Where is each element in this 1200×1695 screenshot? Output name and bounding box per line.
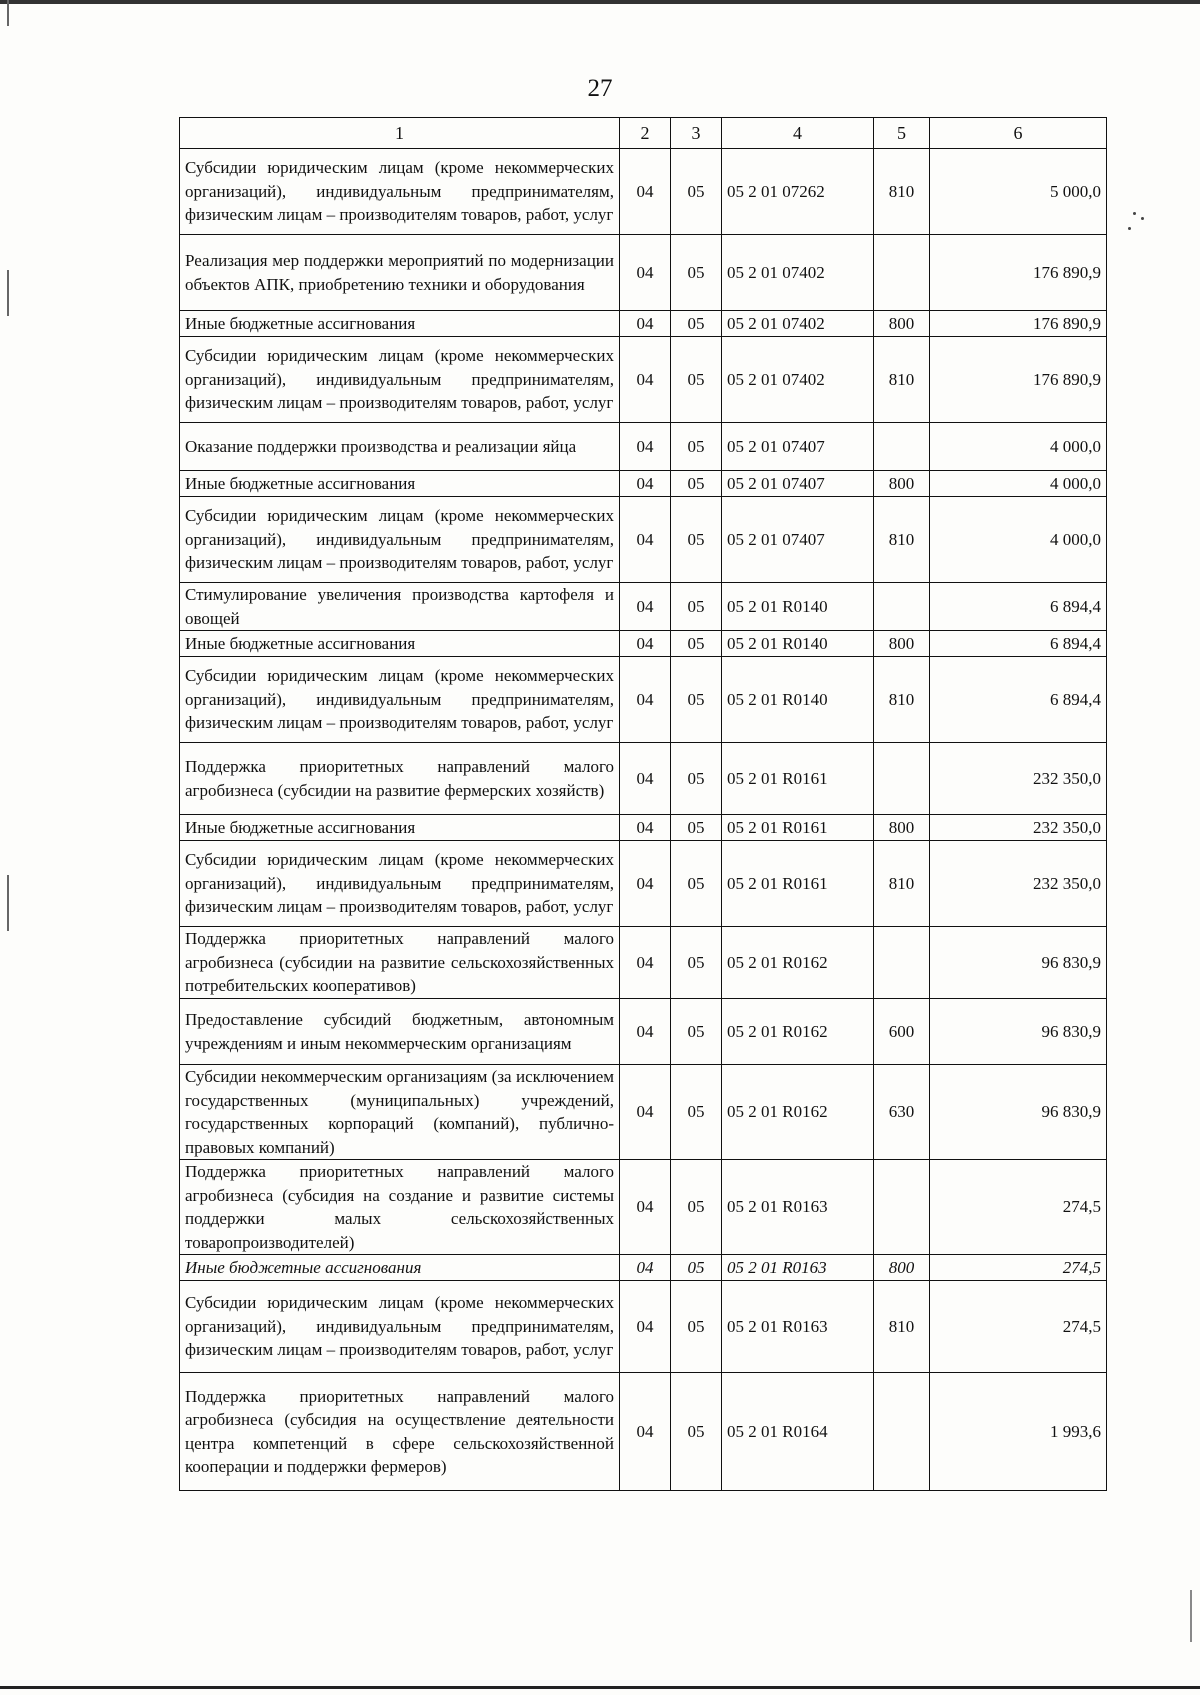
amount-value: 5 000,0 xyxy=(930,149,1107,235)
subsection-code: 05 xyxy=(671,1160,722,1255)
target-article-code: 05 2 01 R0162 xyxy=(722,999,874,1065)
section-code: 04 xyxy=(620,583,671,631)
subsection-code: 05 xyxy=(671,841,722,927)
top-border-line xyxy=(0,0,1200,4)
subsection-code: 05 xyxy=(671,337,722,423)
scan-mark xyxy=(7,875,9,931)
row-description: Оказание поддержки производства и реализации яйца xyxy=(180,423,620,471)
subsection-code: 05 xyxy=(671,471,722,497)
expense-type-code: 630 xyxy=(874,1065,930,1160)
subsection-code: 05 xyxy=(671,149,722,235)
table-row xyxy=(180,471,1107,497)
column-header-5: 5 xyxy=(874,118,930,149)
target-article-code: 05 2 01 07402 xyxy=(722,311,874,337)
section-code: 04 xyxy=(620,235,671,311)
target-article-code: 05 2 01 R0162 xyxy=(722,927,874,999)
expense-type-code xyxy=(874,927,930,999)
section-code: 04 xyxy=(620,631,671,657)
amount-value: 176 890,9 xyxy=(930,337,1107,423)
expense-type-code: 800 xyxy=(874,1255,930,1281)
amount-value: 4 000,0 xyxy=(930,471,1107,497)
table-row xyxy=(180,657,1107,743)
amount-value: 274,5 xyxy=(930,1255,1107,1281)
table-row xyxy=(180,999,1107,1065)
row-description: Субсидии некоммерческим организациям (за исключением государственных (муниципальных) учреждений, государственных корпораций (компаний), публично-правовых компаний) xyxy=(180,1065,620,1160)
table-row xyxy=(180,1281,1107,1373)
amount-value: 96 830,9 xyxy=(930,999,1107,1065)
amount-value: 232 350,0 xyxy=(930,841,1107,927)
target-article-code: 05 2 01 R0140 xyxy=(722,657,874,743)
section-code: 04 xyxy=(620,337,671,423)
row-description: Иные бюджетные ассигнования xyxy=(180,471,620,497)
section-code: 04 xyxy=(620,999,671,1065)
section-code: 04 xyxy=(620,841,671,927)
amount-value: 6 894,4 xyxy=(930,657,1107,743)
bottom-border-line xyxy=(0,1686,1200,1689)
target-article-code: 05 2 01 R0163 xyxy=(722,1281,874,1373)
subsection-code: 05 xyxy=(671,927,722,999)
expense-type-code xyxy=(874,1373,930,1491)
subsection-code: 05 xyxy=(671,631,722,657)
row-description: Поддержка приоритетных направлений малого агробизнеса (субсидии на развитие сельскохозяйственных потребительских кооперативов) xyxy=(180,927,620,999)
column-header-1: 1 xyxy=(180,118,620,149)
column-header-6: 6 xyxy=(930,118,1107,149)
expense-type-code: 600 xyxy=(874,999,930,1065)
amount-value: 96 830,9 xyxy=(930,927,1107,999)
target-article-code: 05 2 01 R0162 xyxy=(722,1065,874,1160)
table-row xyxy=(180,927,1107,999)
row-description: Иные бюджетные ассигнования xyxy=(180,631,620,657)
row-description: Стимулирование увеличения производства картофеля и овощей xyxy=(180,583,620,631)
page-number: 27 xyxy=(587,75,613,102)
row-description: Поддержка приоритетных направлений малого агробизнеса (субсидия на создание и развитие системы поддержки малых сельскохозяйственных товаропроизводителей) xyxy=(180,1160,620,1255)
column-header-3: 3 xyxy=(671,118,722,149)
section-code: 04 xyxy=(620,423,671,471)
section-code: 04 xyxy=(620,657,671,743)
scan-speck xyxy=(1133,212,1136,215)
section-code: 04 xyxy=(620,149,671,235)
expense-type-code: 800 xyxy=(874,631,930,657)
expense-type-code: 800 xyxy=(874,311,930,337)
section-code: 04 xyxy=(620,1281,671,1373)
table-row xyxy=(180,337,1107,423)
table-row xyxy=(180,1373,1107,1491)
row-description: Субсидии юридическим лицам (кроме некоммерческих организаций), индивидуальным предпринимателям, физическим лицам – производителям товаров, работ, услуг xyxy=(180,1281,620,1373)
table-row xyxy=(180,311,1107,337)
table-row xyxy=(180,583,1107,631)
section-code: 04 xyxy=(620,815,671,841)
scan-mark xyxy=(7,0,9,26)
amount-value: 176 890,9 xyxy=(930,235,1107,311)
column-header-2: 2 xyxy=(620,118,671,149)
table-row xyxy=(180,743,1107,815)
amount-value: 6 894,4 xyxy=(930,583,1107,631)
table-row xyxy=(180,815,1107,841)
target-article-code: 05 2 01 R0164 xyxy=(722,1373,874,1491)
subsection-code: 05 xyxy=(671,657,722,743)
row-description: Субсидии юридическим лицам (кроме некоммерческих организаций), индивидуальным предпринимателям, физическим лицам – производителям товаров, работ, услуг xyxy=(180,497,620,583)
amount-value: 274,5 xyxy=(930,1281,1107,1373)
subsection-code: 05 xyxy=(671,235,722,311)
target-article-code: 05 2 01 R0161 xyxy=(722,743,874,815)
row-description: Поддержка приоритетных направлений малого агробизнеса (субсидия на осуществление деятельности центра компетенций в сфере сельскохозяйственной кооперации и поддержки фермеров) xyxy=(180,1373,620,1491)
section-code: 04 xyxy=(620,743,671,815)
target-article-code: 05 2 01 07407 xyxy=(722,423,874,471)
scan-mark xyxy=(1190,1590,1192,1642)
section-code: 04 xyxy=(620,471,671,497)
expense-type-code: 810 xyxy=(874,149,930,235)
subsection-code: 05 xyxy=(671,423,722,471)
expense-type-code: 810 xyxy=(874,1281,930,1373)
expense-type-code xyxy=(874,583,930,631)
amount-value: 232 350,0 xyxy=(930,743,1107,815)
target-article-code: 05 2 01 07262 xyxy=(722,149,874,235)
target-article-code: 05 2 01 R0163 xyxy=(722,1160,874,1255)
expense-type-code: 810 xyxy=(874,497,930,583)
table-row xyxy=(180,497,1107,583)
amount-value: 176 890,9 xyxy=(930,311,1107,337)
row-description: Иные бюджетные ассигнования xyxy=(180,815,620,841)
section-code: 04 xyxy=(620,311,671,337)
target-article-code: 05 2 01 R0161 xyxy=(722,815,874,841)
target-article-code: 05 2 01 07402 xyxy=(722,337,874,423)
section-code: 04 xyxy=(620,1373,671,1491)
table-header-row xyxy=(180,118,1107,149)
amount-value: 96 830,9 xyxy=(930,1065,1107,1160)
row-description: Поддержка приоритетных направлений малого агробизнеса (субсидии на развитие фермерских хозяйств) xyxy=(180,743,620,815)
subsection-code: 05 xyxy=(671,743,722,815)
subsection-code: 05 xyxy=(671,1281,722,1373)
budget-table xyxy=(179,117,1107,1491)
expense-type-code: 800 xyxy=(874,471,930,497)
subsection-code: 05 xyxy=(671,1065,722,1160)
table-row xyxy=(180,1255,1107,1281)
expense-type-code: 810 xyxy=(874,841,930,927)
target-article-code: 05 2 01 R0163 xyxy=(722,1255,874,1281)
subsection-code: 05 xyxy=(671,815,722,841)
table-row xyxy=(180,1160,1107,1255)
table-body xyxy=(180,149,1107,1491)
expense-type-code: 800 xyxy=(874,815,930,841)
target-article-code: 05 2 01 R0161 xyxy=(722,841,874,927)
expense-type-code xyxy=(874,743,930,815)
row-description: Субсидии юридическим лицам (кроме некоммерческих организаций), индивидуальным предпринимателям, физическим лицам – производителям товаров, работ, услуг xyxy=(180,149,620,235)
expense-type-code xyxy=(874,235,930,311)
subsection-code: 05 xyxy=(671,1373,722,1491)
row-description: Иные бюджетные ассигнования xyxy=(180,1255,620,1281)
amount-value: 1 993,6 xyxy=(930,1373,1107,1491)
table-row xyxy=(180,149,1107,235)
row-description: Иные бюджетные ассигнования xyxy=(180,311,620,337)
section-code: 04 xyxy=(620,1255,671,1281)
target-article-code: 05 2 01 07407 xyxy=(722,497,874,583)
subsection-code: 05 xyxy=(671,311,722,337)
scan-speck xyxy=(1141,217,1144,220)
scan-mark xyxy=(7,270,9,316)
table-row xyxy=(180,631,1107,657)
table-row xyxy=(180,841,1107,927)
table-row xyxy=(180,235,1107,311)
row-description: Субсидии юридическим лицам (кроме некоммерческих организаций), индивидуальным предпринимателям, физическим лицам – производителям товаров, работ, услуг xyxy=(180,657,620,743)
section-code: 04 xyxy=(620,1160,671,1255)
section-code: 04 xyxy=(620,497,671,583)
column-header-4: 4 xyxy=(722,118,874,149)
amount-value: 6 894,4 xyxy=(930,631,1107,657)
amount-value: 4 000,0 xyxy=(930,497,1107,583)
section-code: 04 xyxy=(620,927,671,999)
subsection-code: 05 xyxy=(671,583,722,631)
expense-type-code xyxy=(874,423,930,471)
table-row xyxy=(180,1065,1107,1160)
expense-type-code: 810 xyxy=(874,337,930,423)
target-article-code: 05 2 01 07402 xyxy=(722,235,874,311)
amount-value: 4 000,0 xyxy=(930,423,1107,471)
target-article-code: 05 2 01 R0140 xyxy=(722,631,874,657)
section-code: 04 xyxy=(620,1065,671,1160)
target-article-code: 05 2 01 07407 xyxy=(722,471,874,497)
subsection-code: 05 xyxy=(671,497,722,583)
row-description: Реализация мер поддержки мероприятий по модернизации объектов АПК, приобретению техники и оборудования xyxy=(180,235,620,311)
subsection-code: 05 xyxy=(671,1255,722,1281)
row-description: Субсидии юридическим лицам (кроме некоммерческих организаций), индивидуальным предпринимателям, физическим лицам – производителям товаров, работ, услуг xyxy=(180,337,620,423)
subsection-code: 05 xyxy=(671,999,722,1065)
scan-speck xyxy=(1128,227,1131,230)
row-description: Субсидии юридическим лицам (кроме некоммерческих организаций), индивидуальным предпринимателям, физическим лицам – производителям товаров, работ, услуг xyxy=(180,841,620,927)
row-description: Предоставление субсидий бюджетным, автономным учреждениям и иным некоммерческим организациям xyxy=(180,999,620,1065)
amount-value: 232 350,0 xyxy=(930,815,1107,841)
table-row xyxy=(180,423,1107,471)
expense-type-code: 810 xyxy=(874,657,930,743)
target-article-code: 05 2 01 R0140 xyxy=(722,583,874,631)
amount-value: 274,5 xyxy=(930,1160,1107,1255)
expense-type-code xyxy=(874,1160,930,1255)
